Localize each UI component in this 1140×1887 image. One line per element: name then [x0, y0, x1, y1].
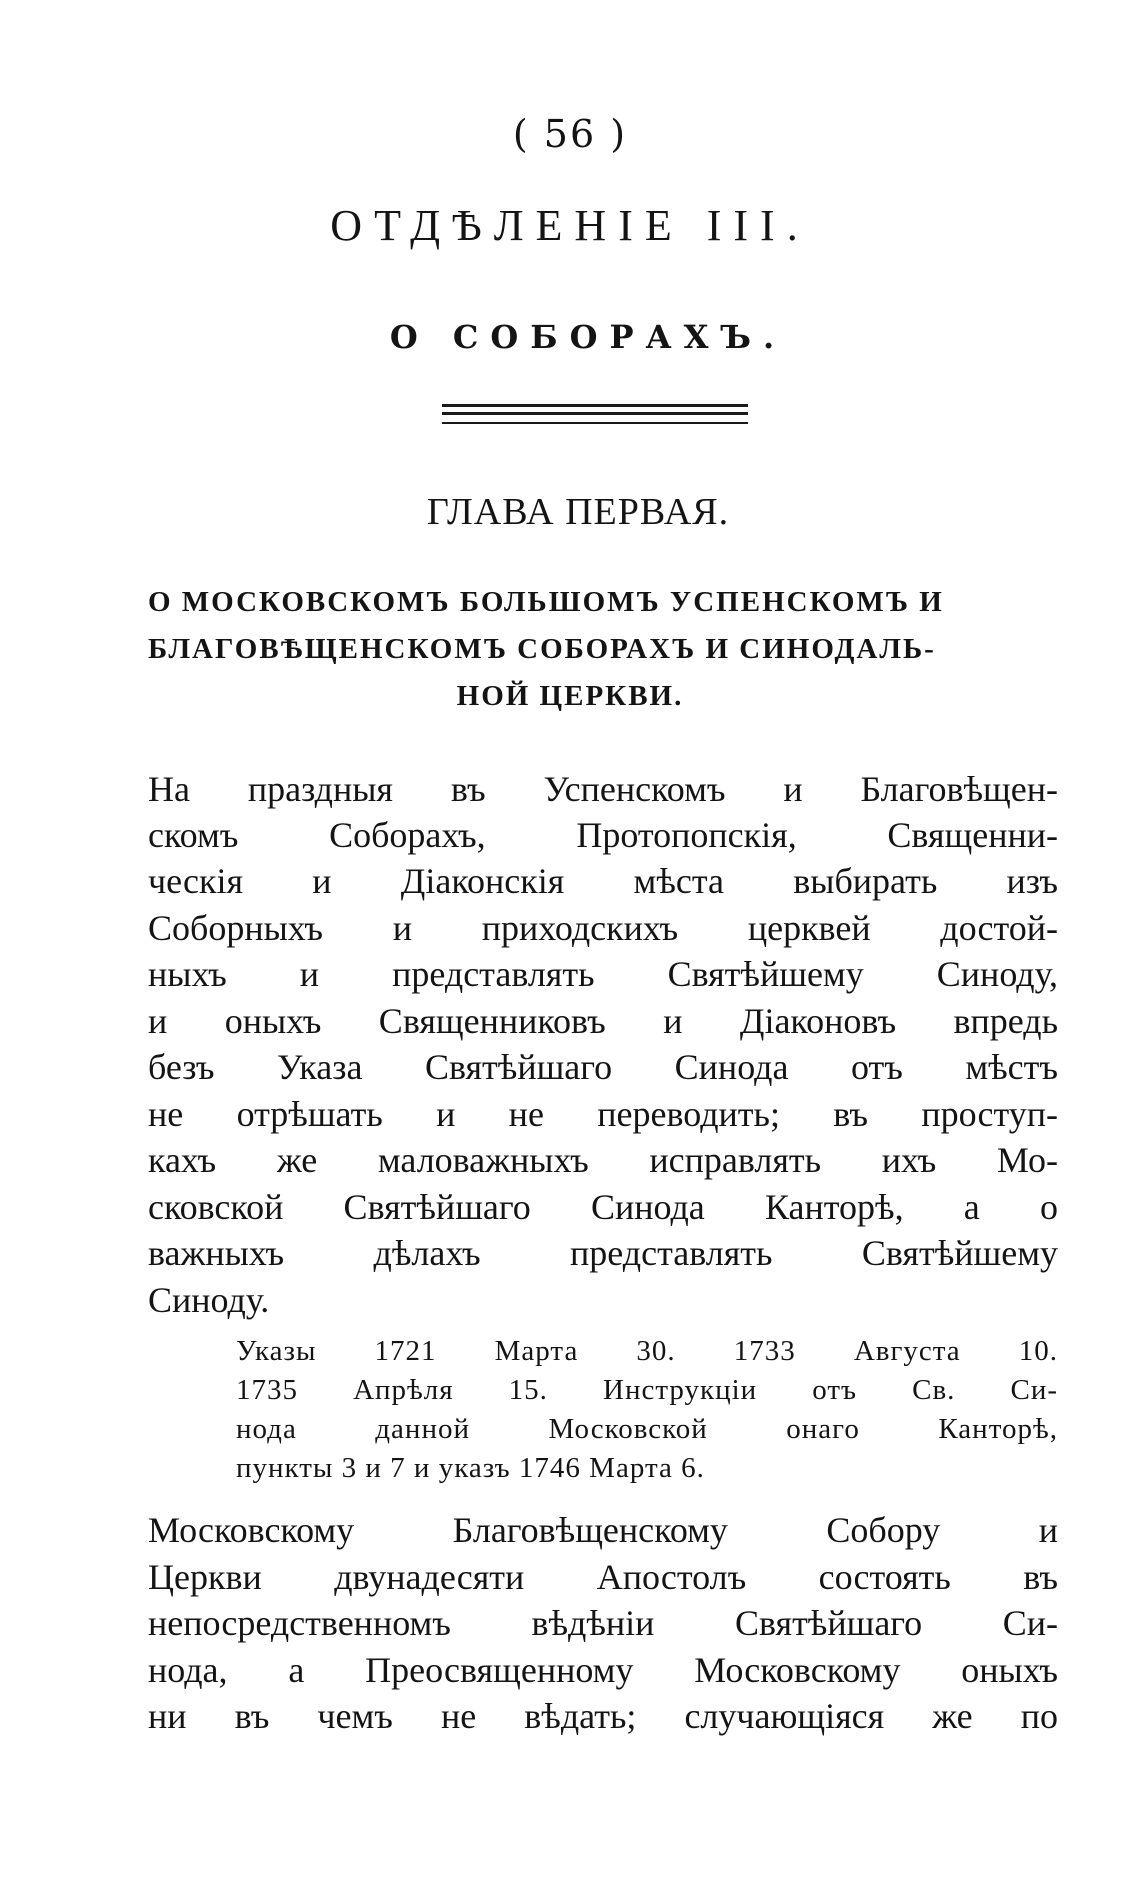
- text-line: непосредственномъ вѣдѣніи Святѣйшаго Си-: [148, 1603, 1058, 1643]
- section-title: ОТДѢЛЕНІЕ III.: [330, 201, 810, 250]
- text-line: кахъ же маловажныхъ исправлять ихъ Мо-: [148, 1140, 1058, 1180]
- text-line: важныхъ дѣлахъ представлять Святѣйшему: [148, 1233, 1058, 1273]
- text-line: и оныхъ Священниковъ и Діаконовъ впредь: [148, 1001, 1058, 1041]
- text-line: сковской Святѣйшаго Синода Канторѣ, а о: [148, 1187, 1058, 1227]
- note-line: 1735 Апрѣля 15. Инструкціи отъ Св. Си-: [236, 1374, 1058, 1406]
- chapter-title: ГЛАВА ПЕРВАЯ.: [426, 491, 730, 533]
- text-line: ни въ чемъ не вѣдать; случающіяся же по: [148, 1696, 1058, 1736]
- ornamental-rule: [442, 404, 748, 407]
- note-line: пункты 3 и 7 и указъ 1746 Марта 6.: [236, 1452, 705, 1484]
- text-line: ческія и Діаконскія мѣста выбирать изъ: [148, 861, 1058, 901]
- chapter-heading-line: О МОСКОВСКОМЪ БОЛЬШОМЪ УСПЕНСКОМЪ И: [148, 586, 944, 618]
- text-line: Московскому Благовѣщенскому Собору и: [148, 1510, 1058, 1550]
- text-line: Церкви двунадесяти Апостолъ состоять въ: [148, 1557, 1058, 1597]
- note-line: нода данной Московской онаго Канторѣ,: [236, 1413, 1058, 1445]
- ornamental-rule: [442, 422, 748, 424]
- chapter-heading-line: НОЙ ЦЕРКВИ.: [456, 680, 684, 712]
- text-line: не отрѣшать и не переводить; въ проступ-: [148, 1094, 1058, 1134]
- text-line: нода, а Преосвященному Московскому оныхъ: [148, 1650, 1058, 1690]
- ornamental-rule: [442, 412, 748, 415]
- text-line: На праздныя въ Успенскомъ и Благовѣщен-: [148, 769, 1058, 809]
- text-line: Синоду.: [148, 1280, 270, 1320]
- page-number: ( 56 ): [512, 112, 628, 156]
- text-line: скомъ Соборахъ, Протопопскія, Священни-: [148, 815, 1058, 855]
- text-line: Соборныхъ и приходскихъ церквей достой-: [148, 908, 1058, 948]
- text-line: безъ Указа Святѣйшаго Синода отъ мѣстъ: [148, 1047, 1058, 1087]
- section-subtitle: О СОБОРАХЪ.: [389, 318, 787, 356]
- chapter-heading-line: БЛАГОВѢЩЕНСКОМЪ СОБОРАХЪ И СИНОДАЛЬ-: [148, 633, 936, 665]
- text-line: ныхъ и представлять Святѣйшему Синоду,: [148, 954, 1058, 994]
- note-line: Указы 1721 Марта 30. 1733 Августа 10.: [236, 1335, 1058, 1367]
